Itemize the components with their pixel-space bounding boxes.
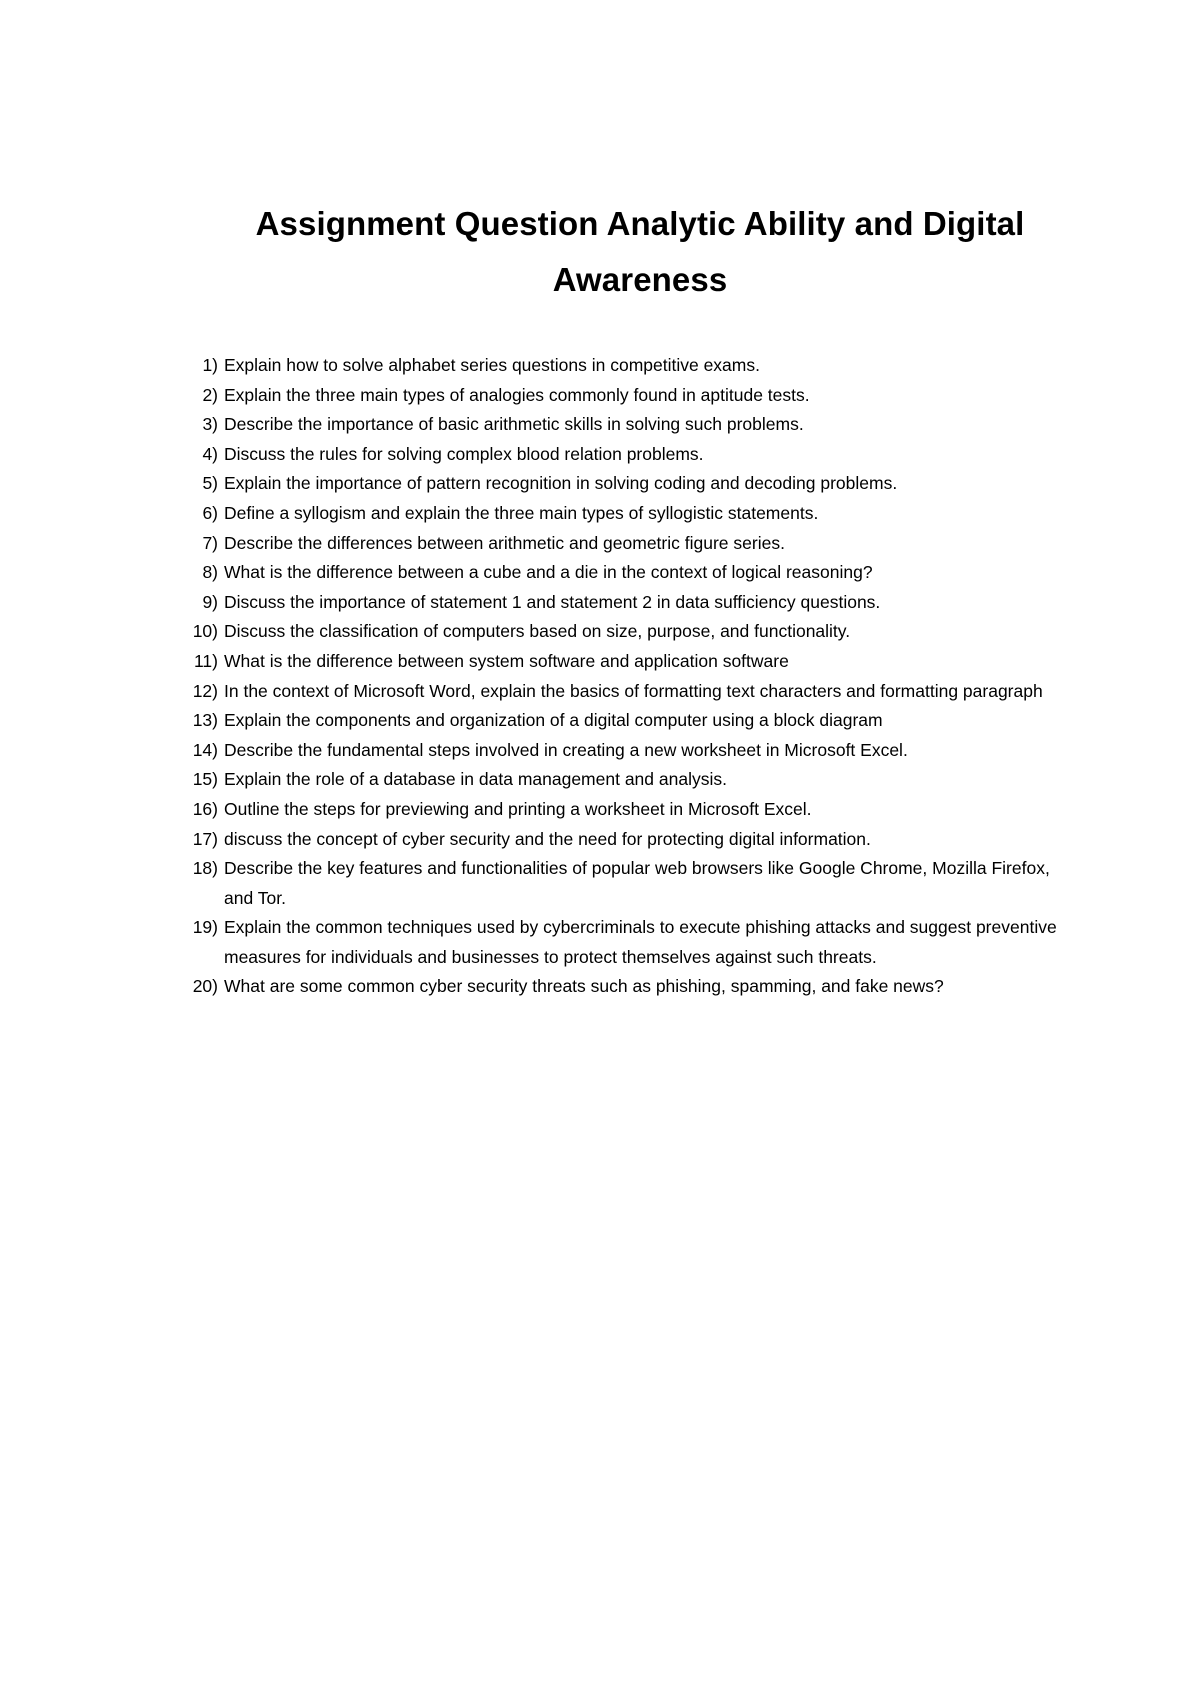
- question-number: 7): [202, 532, 218, 553]
- question-item: [172, 913, 1072, 972]
- question-item: [172, 825, 1072, 855]
- question-item: [172, 558, 1072, 588]
- question-text: What is the difference between system software and application software: [224, 650, 789, 671]
- question-item: [172, 706, 1072, 736]
- question-item: [172, 440, 1072, 470]
- question-text: What are some common cyber security threats such as phishing, spamming, and fake news?: [224, 976, 944, 997]
- question-text: Discuss the importance of statement 1 and statement 2 in data sufficiency questions.: [224, 591, 881, 612]
- question-text: Explain the importance of pattern recognition in solving coding and decoding problems.: [224, 473, 898, 494]
- question-number: 2): [202, 384, 218, 405]
- question-item: [172, 677, 1072, 707]
- question-text: Describe the fundamental steps involved in creating a new worksheet in Microsoft Excel.: [224, 739, 908, 760]
- question-number: 6): [202, 502, 218, 523]
- question-number: 1): [202, 355, 218, 375]
- question-number: 5): [202, 473, 218, 494]
- question-number: 13): [192, 710, 218, 731]
- question-item: [172, 529, 1072, 559]
- question-number: 11): [194, 650, 218, 671]
- question-item: [172, 765, 1072, 795]
- question-text: Explain the three main types of analogies commonly found in aptitude tests.: [224, 384, 810, 405]
- question-item: [172, 469, 1072, 499]
- question-item: [172, 647, 1072, 677]
- question-number: 14): [192, 739, 218, 760]
- question-number: 19): [192, 917, 218, 938]
- question-text: Explain the common techniques used by cybercriminals to execute phishing attacks and suggest preventive measures for individuals and businesses to protect themselves against such threats.: [224, 917, 1057, 967]
- question-number: 12): [192, 680, 218, 701]
- question-text: Define a syllogism and explain the three main types of syllogistic statements.: [224, 502, 819, 523]
- question-number: 10): [192, 621, 218, 642]
- question-list: [172, 351, 1072, 1002]
- question-text: Describe the importance of basic arithmetic skills in solving such problems.: [224, 414, 804, 435]
- question-number: 4): [202, 443, 218, 464]
- question-item: [172, 795, 1072, 825]
- question-item: [172, 351, 1072, 381]
- question-text: What is the difference between a cube and a die in the context of logical reasoning?: [224, 562, 873, 583]
- question-number: 9): [202, 591, 218, 612]
- question-item: [172, 499, 1072, 529]
- question-item: [172, 617, 1072, 647]
- question-item: [172, 736, 1072, 766]
- question-item: [172, 410, 1072, 440]
- question-number: 3): [202, 414, 218, 435]
- question-item: [172, 854, 1072, 913]
- question-text: Describe the key features and functionalities of popular web browsers like Google Chrome, Mozilla Firefox, and Tor.: [224, 858, 1050, 908]
- question-text: Explain how to solve alphabet series questions in competitive exams.: [224, 355, 760, 375]
- question-text: Discuss the rules for solving complex blood relation problems.: [224, 443, 704, 464]
- question-number: 15): [192, 769, 218, 790]
- question-text: In the context of Microsoft Word, explain the basics of formatting text characters and formatting paragraph: [224, 680, 1043, 701]
- question-text: discuss the concept of cyber security and the need for protecting digital information.: [224, 828, 871, 849]
- question-text: Discuss the classification of computers based on size, purpose, and functionality.: [224, 621, 851, 642]
- document-title: Assignment Question Analytic Ability and Digital Awareness: [255, 205, 1025, 298]
- question-text: Explain the role of a database in data management and analysis.: [224, 769, 727, 790]
- question-text: Outline the steps for previewing and printing a worksheet in Microsoft Excel.: [224, 798, 812, 819]
- question-number: 18): [192, 858, 218, 879]
- question-number: 16): [192, 798, 218, 819]
- question-number: 8): [202, 562, 218, 583]
- question-text: Describe the differences between arithmetic and geometric figure series.: [224, 532, 785, 553]
- question-item: [172, 588, 1072, 618]
- question-text: Explain the components and organization of a digital computer using a block diagram: [224, 710, 883, 731]
- question-number: 20): [192, 976, 218, 997]
- question-item: [172, 381, 1072, 411]
- question-item: [172, 972, 1072, 1002]
- question-number: 17): [192, 828, 218, 849]
